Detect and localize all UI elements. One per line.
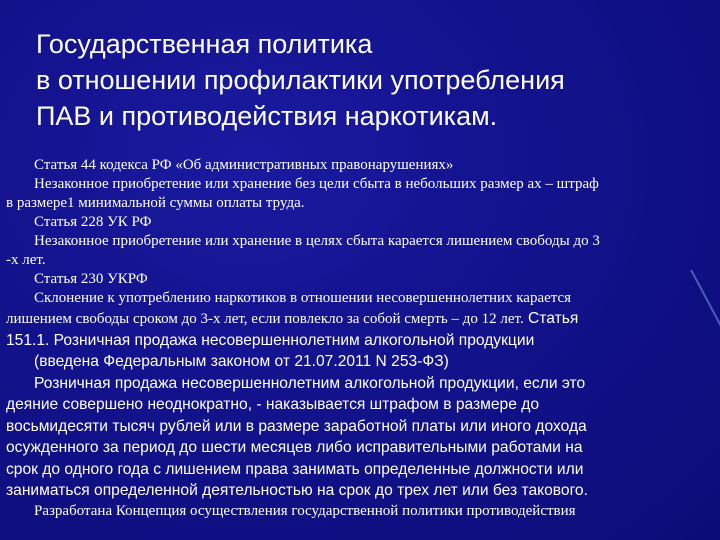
art228-text-b: -х лет. [6, 252, 46, 268]
art151-text-4: осужденного за период до шести месяцев либо исправительными работами на [6, 439, 583, 456]
art151-inline: Статья [523, 310, 579, 327]
art228-heading: Статья 228 УК РФ [34, 214, 152, 230]
art151-text-6: заниматься определенной деятельностью на срок до трех лет или без такового. [6, 482, 588, 499]
art151-heading: 151.1. Розничная продажа несовершеннолетним алкогольной продукции [6, 331, 535, 349]
sans-block [6, 330, 714, 502]
title-line-1: Государственная политика [36, 29, 373, 59]
art230-heading: Статья 230 УКРФ [34, 271, 148, 287]
art228-text-a: Незаконное приобретение или хранение в целях сбыта карается лишением свободы до 3 [34, 233, 600, 249]
art230-text-a: Склонение к употреблению наркотиков в отношении несовершеннолетних карается [34, 290, 572, 306]
art151-intro: (введена Федеральным законом от 21.07.2011 N 253-ФЗ) [34, 353, 449, 370]
art151-text-1: Розничная продажа несовершеннолетним алкогольной продукции, если это [34, 374, 586, 392]
art44-text-a: Незаконное приобретение или хранение без цели сбыта в небольших размер ах – штраф [34, 176, 599, 192]
art230-text-b-line [6, 308, 714, 330]
serif-block [6, 156, 714, 330]
concept-text: Разработана Концепция осуществления государственной политики противодействия [34, 502, 576, 519]
slide-title [36, 26, 696, 134]
decorative-stroke [690, 270, 720, 349]
art44-heading: Статья 44 кодекса РФ «Об административных правонарушениях» [34, 157, 454, 173]
title-line-3: ПАВ и противодействия наркотикам. [36, 101, 498, 131]
decorative-line [690, 270, 720, 350]
art151-text-5: срок до одного года с лишением права занимать определенные должности или [6, 460, 584, 478]
title-line-2: в отношении профилактики употребления [36, 65, 565, 95]
concept-block [6, 502, 714, 521]
art151-text-3: восьмидесяти тысяч рублей или в размере заработной платы или иного дохода [6, 417, 587, 435]
art230-text-b: лишением свободы сроком до 3-х лет, если повлекло за собой смерть – до 12 лет. [6, 311, 524, 327]
art44-text-b: в размере1 минимальной суммы оплаты труда. [6, 195, 305, 211]
art151-text-2: деяние совершено неоднократно, - наказывается штрафом в размере до [6, 396, 539, 413]
slide-body [6, 156, 714, 521]
